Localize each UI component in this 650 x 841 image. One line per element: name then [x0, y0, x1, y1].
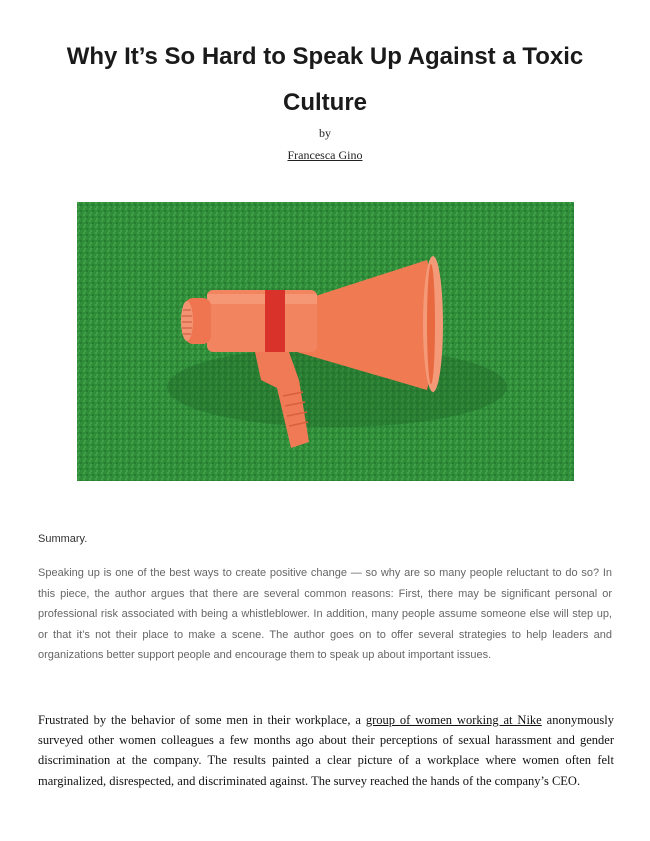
summary-label: Summary. — [38, 533, 88, 545]
article-title: Why It’s So Hard to Speak Up Against a Toxic Culture — [66, 43, 584, 116]
byline-label: by — [319, 126, 331, 140]
megaphone-icon — [77, 202, 574, 481]
nike-survey-link[interactable]: group of women working at Nike — [365, 713, 542, 727]
author-link[interactable]: Francesca Gino — [287, 148, 363, 162]
author-line — [0, 148, 650, 163]
hero-image — [77, 202, 574, 481]
summary-text: Speaking up is one of the best ways to create positive change — so why are so many people reluctant to do so? In this piece, the author argues that there are several common reasons: First, there may be significant personal or professional risk associated with being a whistleblower. In addition, many people assume someone else will step up, or that it’s not their place to make a scene. The author goes on to offer several strategies to help leaders and organizations better support people and encourage them to speak up about important issues. — [38, 567, 612, 661]
article-body-paragraph — [38, 710, 614, 791]
body-rest: anonymously surveyed other women colleagues a few months ago about their perceptions of sexual harassment and gender discrimination at the company. The results painted a clear picture of a workplace where women often felt marginalized, disrespected, and discriminated against. The survey reached the hands of the company’s CEO. — [38, 713, 614, 788]
body-intro: Frustrated by the behavior of some men in their workplace, a — [38, 713, 366, 727]
